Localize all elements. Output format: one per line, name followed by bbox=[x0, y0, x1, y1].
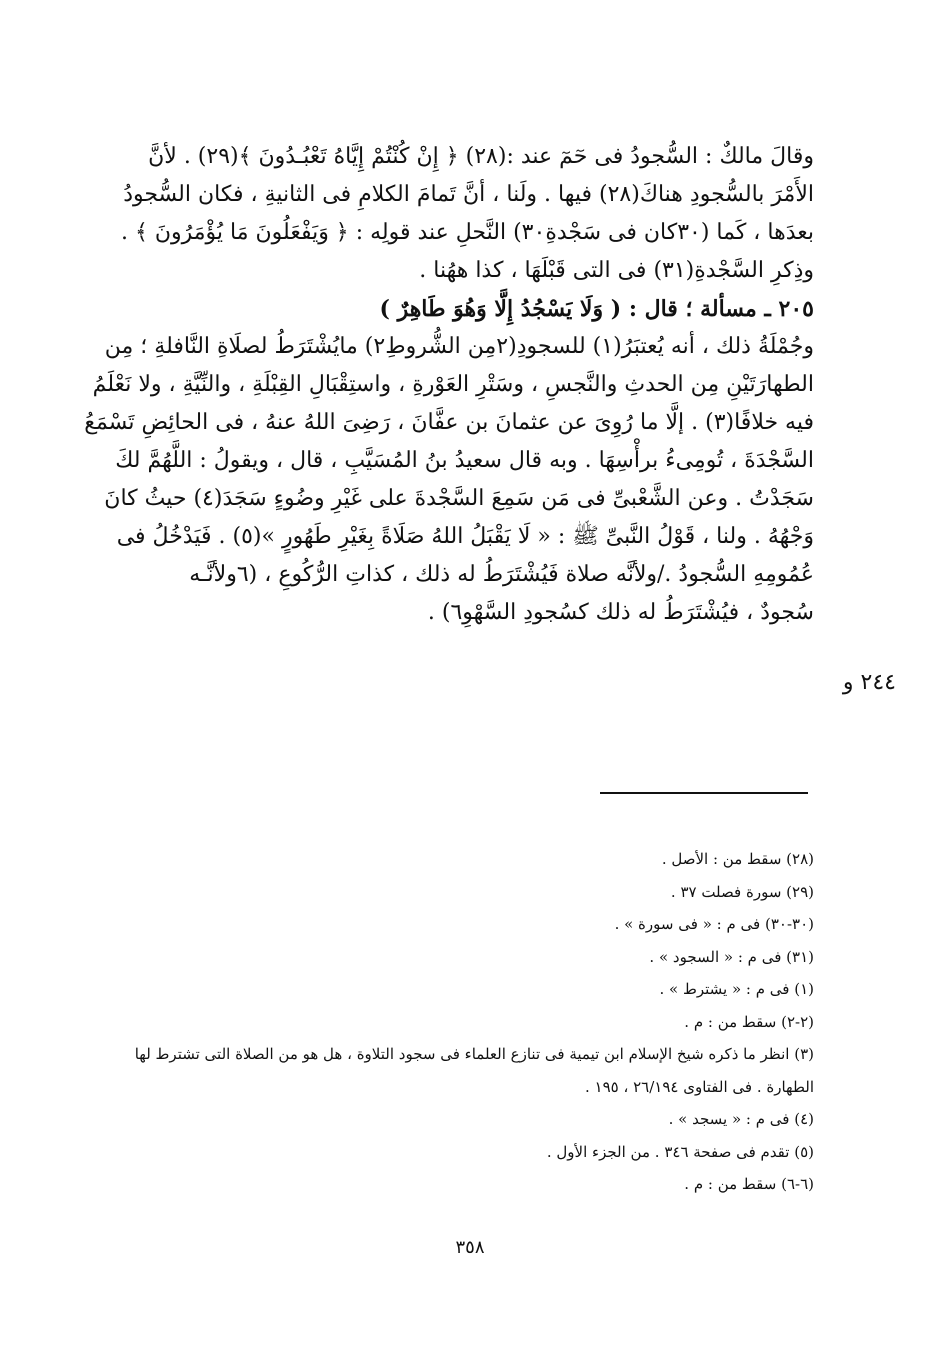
text-line: وجُمْلَةُ ذلك ، أنه يُعتبَرُ(١) للسجودِ(٢مِن الشُّروطِ٢) مايُشْتَرَطُ لصلَاةِ النَّافلةِ ؛ مِن bbox=[104, 334, 814, 359]
section-quote: ( وَلَا يَسْجُدُ إِلَّا وَهُوَ طَاهِرٌ ) bbox=[379, 296, 622, 322]
text-line: وقالَ مالكٌ : السُّجودُ فى حٓمٓ عند :(٢٨) ﴿ إِنْ كُنْتُمْ إِيَّاهُ تَعْبُـدُونَ ﴾(٢٩) . لأنَّ bbox=[148, 144, 814, 169]
footnote: (٥) تقدم فى صفحة ٣٤٦ . من الجزء الأول . bbox=[546, 1142, 814, 1161]
text-line: سَجَدْتُ . وعن الشَّعْبىِّ فى مَن سَمِعَ السَّجْدةَ على غَيْرِ وضُوءٍ سَجَدَ(٤) حيثُ كانَ bbox=[104, 486, 814, 511]
footnote-separator bbox=[600, 792, 808, 794]
text-line: السَّجْدَةَ ، تُومِىءُ برأْسِهَا . وبه قال سعيدُ بنُ المُسَيَّبِ ، قال ، ويقولُ : اللَّهُمَّ لكَ bbox=[115, 448, 814, 473]
footnote: (٢-٢) سقط من : م . bbox=[684, 1012, 814, 1031]
text-line: فيه خلافًا(٣) . إلَّا ما رُوِىَ عن عثمانَ بن عفَّانَ ، رَضِىَ اللهُ عنهُ ، فى الحائِضِ تَسْمَعُ bbox=[84, 410, 814, 435]
footnote: (١) فى م : « يشترط » . bbox=[659, 980, 814, 998]
section-heading bbox=[130, 290, 814, 328]
text-line: بعدَها ، كَما (٣٠كان فى سَجْدةِ٣٠) النَّحلِ عند قولِه : ﴿ وَيَفْعَلُونَ مَا يُؤْمَرُونَ ﴾ . bbox=[120, 220, 814, 245]
text-line: عُمُومِهِ السُّجودُ ./ولأنَّه صلاة فَيُشْتَرَطُ له ذلك ، كذاتِ الرُّكُوعِ ، (٦ولأنَّـه bbox=[189, 562, 814, 587]
main-text bbox=[84, 138, 814, 632]
text-line: الطهارَتَيْنِ مِن الحدثِ والنَّجسِ ، وسَتْرِ العَوْرةِ ، واستِقْبَالِ القِبْلَةِ ، والنِّيَّةِ ، ولا نَعْلَمُ bbox=[92, 372, 814, 397]
footnote: الطهارة . فى الفتاوى ٢٦/١٩٤ ، ١٩٥ . bbox=[584, 1077, 814, 1096]
text-line: سُجودٌ ، فيُشْتَرَطُ له ذلك كسُجودِ السَّهْوِ٦) . bbox=[427, 600, 814, 625]
section-dash: ـ bbox=[764, 296, 771, 322]
section-number: ٢٠٥ bbox=[778, 296, 814, 322]
footnote: (٣١) فى م : « السجود » . bbox=[649, 947, 814, 966]
text-line: وذِكرِ السَّجْدةِ(٣١) فى التى قَبْلَهَا ، كذا ههُنا . bbox=[419, 258, 814, 283]
footnote: (٢٩) سورة فصلت ٣٧ . bbox=[670, 882, 814, 901]
footnote: (٣) انظر ما ذكره شيخ الإسلام ابن تيمية فى تنازع العلماء فى سجود التلاوة ، هل هو من الصلاة التى تشترط لها bbox=[134, 1045, 814, 1063]
text-line: الأَمْرَ بالسُّجودِ هناكَ(٢٨) فيها . ولَنا ، أنَّ تَمامَ الكلامِ فى الثانيةِ ، فكان السُّجودُ bbox=[123, 182, 814, 207]
text-line: وَجْهُهُ . ولنا ، قَوْلُ النَّبىِّ ﷺ : « لَا يَقْبَلُ اللهُ صَلَاةً بِغَيْرِ طَهُورٍ »(٥) . فَيَدْخُلُ فى bbox=[116, 524, 814, 549]
margin-folio-note: ٢٤٤ و bbox=[842, 670, 896, 695]
footnote: (٤) فى م : « يسجد » . bbox=[668, 1110, 814, 1128]
footnote: (٢٨) سقط من : الأصل . bbox=[661, 850, 814, 868]
section-label: مسألة ؛ قال : bbox=[628, 296, 757, 322]
footnote: (٦-٦) سقط من : م . bbox=[684, 1175, 814, 1193]
footnote: (٣٠-٣٠) فى م : « فى سورة » . bbox=[614, 915, 814, 933]
footnotes bbox=[130, 843, 814, 1201]
page-number: ٣٥٨ bbox=[455, 1237, 485, 1258]
